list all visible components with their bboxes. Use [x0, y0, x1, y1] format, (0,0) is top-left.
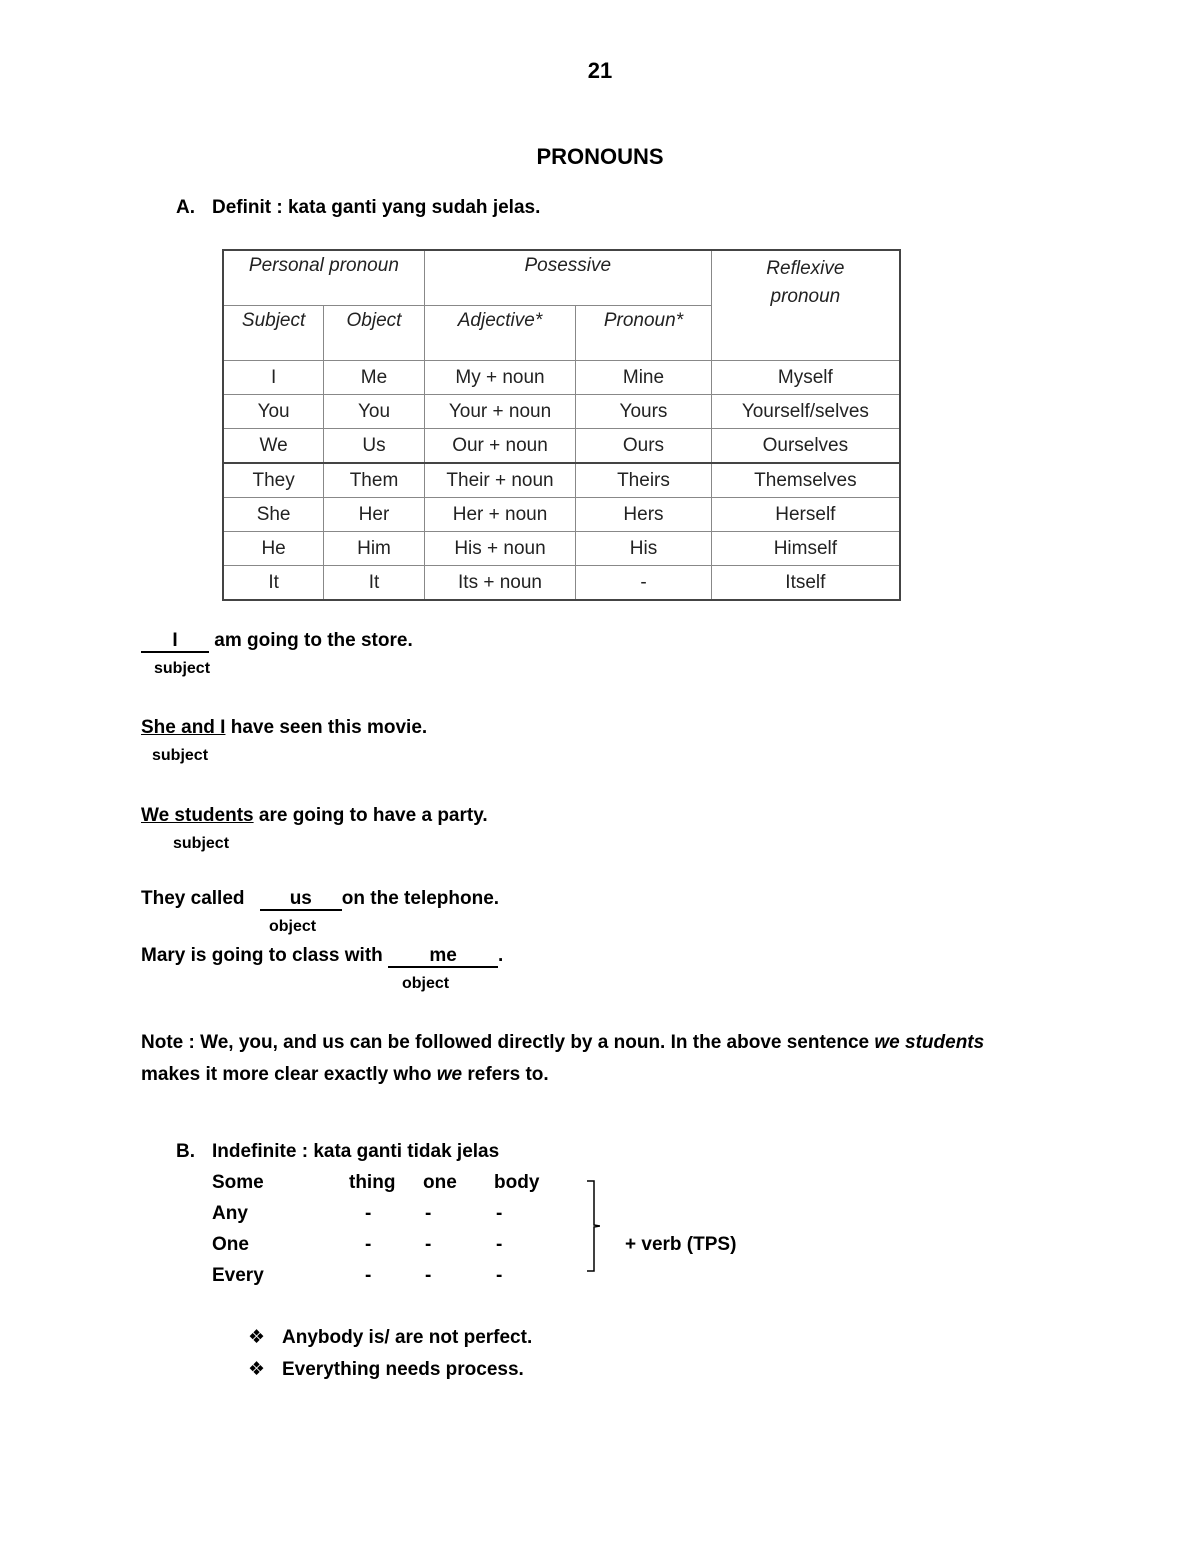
header-reflexive-pronoun: Reflexive pronoun [711, 250, 900, 361]
section-b-heading [176, 1141, 499, 1163]
table-row [223, 463, 900, 498]
table-cell: Ours [576, 429, 712, 464]
grid-cell: Any [212, 1203, 248, 1224]
subheader-subject: Subject [223, 306, 324, 361]
grid-cell: - [365, 1234, 372, 1255]
note-text: Note : We, you, and us can be followed directly by a noun. In the above sentence [141, 1032, 875, 1053]
section-a-text: Definit : kata ganti yang sudah jelas. [212, 197, 541, 218]
table-cell: My + noun [424, 361, 575, 395]
subheader-adjective: Adjective* [424, 306, 575, 361]
note-text: makes it more clear exactly who [141, 1064, 437, 1085]
table-cell: Us [324, 429, 425, 464]
subheader-object: Object [324, 306, 425, 361]
diamond-bullet-icon: ❖ [248, 1327, 266, 1348]
blank-answer: I [141, 631, 209, 653]
example-sentence-1 [141, 630, 413, 653]
blank-answer: us [260, 889, 342, 911]
sentence-start: Mary is going to class with [141, 945, 389, 966]
grid-cell: - [496, 1234, 503, 1255]
sentence-rest: am going to the store. [209, 630, 413, 651]
grammar-label: subject [154, 660, 211, 677]
grid-cell: One [212, 1234, 249, 1255]
example-sentence-5 [141, 945, 503, 968]
grid-cell: - [365, 1203, 372, 1224]
table-cell: It [223, 566, 324, 601]
verb-note: + verb (TPS) [625, 1234, 737, 1255]
grid-cell: - [365, 1265, 372, 1286]
header-posessive: Posessive [424, 250, 711, 306]
grid-cell: - [425, 1203, 432, 1224]
table-cell: Their + noun [424, 463, 575, 498]
table-cell: Him [324, 532, 425, 566]
table-cell: Ourselves [711, 429, 900, 464]
note-italic: we [436, 1064, 463, 1085]
bullet-text: Everything needs process. [282, 1359, 524, 1380]
table-cell: Himself [711, 532, 900, 566]
table-cell: We [223, 429, 324, 464]
table-row [223, 532, 900, 566]
table-row [223, 361, 900, 395]
bullet-item [248, 1358, 524, 1381]
table-cell: Myself [711, 361, 900, 395]
table-row [223, 395, 900, 429]
grid-cell: - [425, 1265, 432, 1286]
table-cell: Her + noun [424, 498, 575, 532]
bullet-item [248, 1326, 532, 1349]
blank-answer: me [388, 946, 498, 968]
table-cell: You [223, 395, 324, 429]
table-cell: Mine [576, 361, 712, 395]
table-cell: His + noun [424, 532, 575, 566]
right-brace-icon [586, 1180, 600, 1272]
table-cell: Them [324, 463, 425, 498]
header-personal-pronoun: Personal pronoun [223, 250, 424, 306]
underlined-phrase: We students [141, 805, 254, 826]
table-cell: Our + noun [424, 429, 575, 464]
grid-cell: - [496, 1265, 503, 1286]
subheader-pronoun: Pronoun* [576, 306, 712, 361]
grid-cell: thing [349, 1172, 396, 1193]
sentence-rest: are going to have a party. [253, 805, 488, 826]
table-cell: Me [324, 361, 425, 395]
table-row [223, 429, 900, 464]
table-cell: Yourself/selves [711, 395, 900, 429]
example-sentence-4 [141, 888, 499, 911]
table-cell: Your + noun [424, 395, 575, 429]
page-number: 21 [587, 58, 613, 83]
page-title: PRONOUNS [536, 144, 664, 169]
grid-cell: one [423, 1172, 457, 1193]
bullet-text: Anybody is/ are not perfect. [282, 1327, 533, 1348]
section-a-heading [176, 197, 540, 219]
table-cell: You [324, 395, 425, 429]
example-sentence-2 [141, 717, 427, 739]
table-cell: Hers [576, 498, 712, 532]
grid-cell: - [496, 1203, 503, 1224]
table-cell: Yours [576, 395, 712, 429]
section-b-text: Indefinite : kata ganti tidak jelas [212, 1141, 500, 1162]
table-cell: He [223, 532, 324, 566]
note-italic: we students [874, 1032, 985, 1053]
note-line-1 [141, 1032, 984, 1054]
grid-cell: - [425, 1234, 432, 1255]
table-cell: Itself [711, 566, 900, 601]
sentence-start: They called [141, 888, 250, 909]
table-row [223, 566, 900, 601]
sentence-rest: . [498, 945, 504, 966]
section-b-letter: B. [176, 1141, 195, 1162]
grid-cell: Every [212, 1265, 264, 1286]
table-cell: Her [324, 498, 425, 532]
table-cell: His [576, 532, 712, 566]
pronoun-table [222, 249, 901, 601]
table-cell: Themselves [711, 463, 900, 498]
table-cell: - [576, 566, 712, 601]
table-cell: It [324, 566, 425, 601]
table-row [223, 498, 900, 532]
table-cell: Herself [711, 498, 900, 532]
grammar-label: object [269, 918, 317, 935]
section-a-letter: A. [176, 197, 195, 218]
grammar-label: subject [173, 835, 230, 852]
table-cell: I [223, 361, 324, 395]
table-cell: Theirs [576, 463, 712, 498]
example-sentence-3 [141, 805, 488, 827]
table-cell: She [223, 498, 324, 532]
table-cell: Its + noun [424, 566, 575, 601]
diamond-bullet-icon: ❖ [248, 1359, 266, 1380]
grid-cell: body [494, 1172, 540, 1193]
note-line-2 [141, 1064, 549, 1086]
table-header-row [223, 250, 900, 306]
table-cell: They [223, 463, 324, 498]
underlined-phrase: She and I [141, 717, 226, 738]
grammar-label: object [402, 975, 450, 992]
grid-cell: Some [212, 1172, 264, 1193]
grammar-label: subject [152, 747, 209, 764]
sentence-rest: have seen this movie. [225, 717, 428, 738]
sentence-rest: on the telephone. [341, 888, 500, 909]
note-text: refers to. [462, 1064, 549, 1085]
